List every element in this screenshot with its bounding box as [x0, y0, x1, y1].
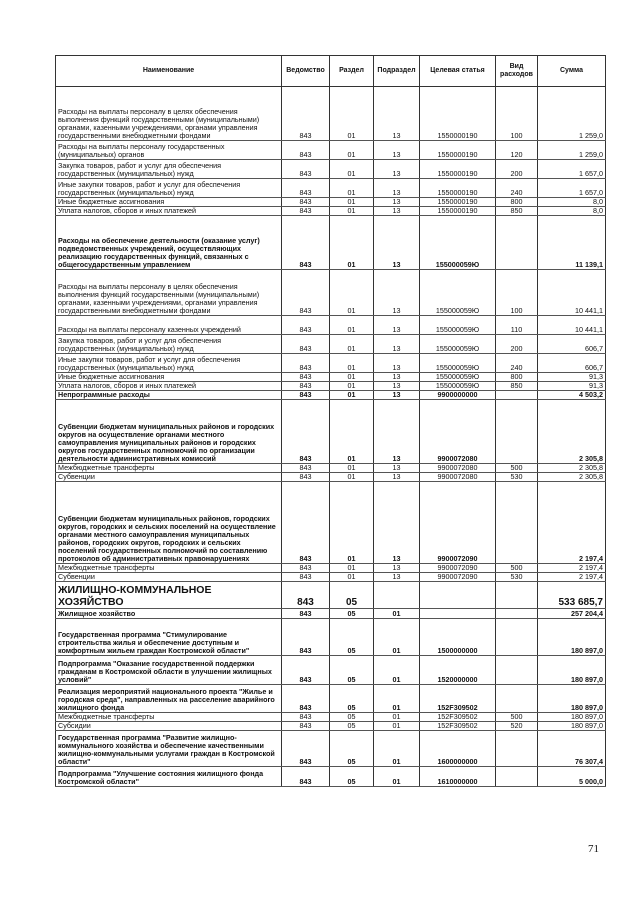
cell-expense-type: 100 — [496, 270, 538, 316]
cell-target-article: 155000059Ю — [420, 335, 496, 354]
cell-section: 01 — [330, 400, 374, 464]
cell-amount: 180 897,0 — [538, 713, 606, 722]
cell-section: 01 — [330, 179, 374, 198]
cell-department: 843 — [282, 179, 330, 198]
cell-amount: 606,7 — [538, 335, 606, 354]
cell-target-article: 1500000000 — [420, 619, 496, 656]
cell-department: 843 — [282, 685, 330, 713]
cell-name: Расходы на выплаты персоналу государственных (муниципальных) органов — [56, 141, 282, 160]
cell-target-article: 1550000190 — [420, 141, 496, 160]
cell-target-article: 1550000190 — [420, 198, 496, 207]
cell-department: 843 — [282, 609, 330, 619]
cell-section: 01 — [330, 270, 374, 316]
table-row — [56, 141, 606, 160]
cell-amount: 8,0 — [538, 198, 606, 207]
cell-target-article: 9900072080 — [420, 400, 496, 464]
cell-subsection: 13 — [374, 482, 420, 564]
cell-amount: 1 259,0 — [538, 141, 606, 160]
cell-subsection: 13 — [374, 198, 420, 207]
table-row — [56, 564, 606, 573]
cell-name: Иные бюджетные ассигнования — [56, 198, 282, 207]
cell-department: 843 — [282, 216, 330, 270]
cell-section: 01 — [330, 564, 374, 573]
cell-name: Иные закупки товаров, работ и услуг для обеспечения государственных (муниципальных) нужд — [56, 179, 282, 198]
cell-target-article — [420, 582, 496, 609]
table-row — [56, 198, 606, 207]
table-row — [56, 619, 606, 656]
cell-expense-type: 240 — [496, 354, 538, 373]
table-row — [56, 685, 606, 713]
cell-department: 843 — [282, 564, 330, 573]
cell-target-article: 9900072080 — [420, 473, 496, 482]
cell-subsection: 01 — [374, 731, 420, 767]
cell-department: 843 — [282, 335, 330, 354]
cell-subsection: 13 — [374, 179, 420, 198]
cell-expense-type — [496, 685, 538, 713]
table-row — [56, 160, 606, 179]
header-subsection: Подраздел — [374, 56, 420, 87]
cell-section: 01 — [330, 482, 374, 564]
header-expense-type: Вид расходов — [496, 56, 538, 87]
cell-expense-type: 110 — [496, 316, 538, 335]
cell-name: Субсидии — [56, 722, 282, 731]
cell-department: 843 — [282, 198, 330, 207]
cell-section: 01 — [330, 373, 374, 382]
cell-target-article: 155000059Ю — [420, 270, 496, 316]
header-target-article: Целевая статья — [420, 56, 496, 87]
table-row — [56, 767, 606, 787]
cell-section: 01 — [330, 573, 374, 582]
cell-subsection: 13 — [374, 464, 420, 473]
cell-target-article: 1520000000 — [420, 656, 496, 685]
cell-name: Уплата налогов, сборов и иных платежей — [56, 382, 282, 391]
cell-name: Государственная программа "Развитие жилищно-коммунального хозяйства и обеспечение качественными жилищно-коммунальными услугами граждан в Костромской области" — [56, 731, 282, 767]
cell-subsection: 01 — [374, 722, 420, 731]
cell-target-article — [420, 609, 496, 619]
cell-department: 843 — [282, 87, 330, 141]
cell-subsection — [374, 582, 420, 609]
cell-section: 05 — [330, 619, 374, 656]
table-row — [56, 482, 606, 564]
cell-expense-type: 530 — [496, 573, 538, 582]
cell-expense-type: 240 — [496, 179, 538, 198]
cell-expense-type: 500 — [496, 713, 538, 722]
cell-department: 843 — [282, 713, 330, 722]
cell-section: 05 — [330, 731, 374, 767]
table-body — [56, 87, 606, 787]
header-amount: Сумма — [538, 56, 606, 87]
cell-department: 843 — [282, 270, 330, 316]
cell-expense-type — [496, 582, 538, 609]
cell-section: 05 — [330, 656, 374, 685]
cell-subsection: 13 — [374, 270, 420, 316]
cell-subsection: 13 — [374, 316, 420, 335]
cell-section: 01 — [330, 316, 374, 335]
cell-subsection: 13 — [374, 141, 420, 160]
cell-target-article: 155000059Ю — [420, 216, 496, 270]
cell-subsection: 01 — [374, 656, 420, 685]
cell-section: 01 — [330, 473, 374, 482]
table-header-row — [56, 56, 606, 87]
table-row — [56, 609, 606, 619]
table-row — [56, 573, 606, 582]
budget-table — [55, 55, 606, 787]
cell-section: 01 — [330, 198, 374, 207]
cell-section: 01 — [330, 160, 374, 179]
cell-section: 01 — [330, 87, 374, 141]
cell-section: 05 — [330, 722, 374, 731]
cell-name: Жилищное хозяйство — [56, 609, 282, 619]
cell-expense-type — [496, 656, 538, 685]
cell-target-article: 155000059Ю — [420, 373, 496, 382]
table-row — [56, 473, 606, 482]
cell-name: Подпрограмма "Оказание государственной поддержки гражданам в Костромской области в улучшении жилищных условий" — [56, 656, 282, 685]
cell-department: 843 — [282, 582, 330, 609]
table-row — [56, 354, 606, 373]
cell-name: Расходы на обеспечение деятельности (оказание услуг) подведомственных учреждений, осуществляющих реализацию государственных функций, связанных с общегосударственным управлением — [56, 216, 282, 270]
cell-expense-type — [496, 767, 538, 787]
cell-section: 01 — [330, 141, 374, 160]
table-row — [56, 713, 606, 722]
table-row — [56, 179, 606, 198]
table-row — [56, 87, 606, 141]
cell-expense-type — [496, 619, 538, 656]
cell-department: 843 — [282, 482, 330, 564]
cell-expense-type: 500 — [496, 464, 538, 473]
cell-amount: 180 897,0 — [538, 619, 606, 656]
cell-name: Иные бюджетные ассигнования — [56, 373, 282, 382]
cell-amount: 10 441,1 — [538, 316, 606, 335]
cell-expense-type: 800 — [496, 198, 538, 207]
cell-subsection: 13 — [374, 87, 420, 141]
cell-department: 843 — [282, 619, 330, 656]
cell-name: Подпрограмма "Улучшение состояния жилищного фонда Костромской области" — [56, 767, 282, 787]
cell-department: 843 — [282, 464, 330, 473]
cell-subsection: 13 — [374, 373, 420, 382]
cell-name: Иные закупки товаров, работ и услуг для обеспечения государственных (муниципальных) нужд — [56, 354, 282, 373]
cell-amount: 2 197,4 — [538, 482, 606, 564]
cell-amount: 180 897,0 — [538, 685, 606, 713]
table-row — [56, 400, 606, 464]
cell-expense-type: 520 — [496, 722, 538, 731]
cell-amount: 2 197,4 — [538, 564, 606, 573]
cell-department: 843 — [282, 656, 330, 685]
cell-department: 843 — [282, 207, 330, 216]
budget-sheet — [55, 55, 605, 787]
cell-amount: 180 897,0 — [538, 656, 606, 685]
cell-target-article: 9900072090 — [420, 482, 496, 564]
table-row — [56, 335, 606, 354]
cell-expense-type — [496, 609, 538, 619]
cell-target-article: 1610000000 — [420, 767, 496, 787]
cell-target-article: 1550000190 — [420, 87, 496, 141]
cell-expense-type — [496, 216, 538, 270]
cell-section: 01 — [330, 382, 374, 391]
cell-name: Расходы на выплаты персоналу в целях обеспечения выполнения функций государственными (муниципальными) органами, казенными учреждениями, органами управления государственными внебюджетными фондами — [56, 87, 282, 141]
cell-subsection: 01 — [374, 609, 420, 619]
cell-department: 843 — [282, 316, 330, 335]
cell-expense-type: 850 — [496, 382, 538, 391]
table-row — [56, 216, 606, 270]
cell-section: 05 — [330, 582, 374, 609]
cell-name: Субвенции бюджетам муниципальных районов, городских округов, городских и сельских поселений на осуществление органами местного самоуправления муниципальных районов, городских округов, городских и сельских поселений государственных полномочий по составлению протоколов об административных правонарушениях — [56, 482, 282, 564]
cell-subsection: 13 — [374, 391, 420, 400]
cell-expense-type: 100 — [496, 87, 538, 141]
cell-subsection: 01 — [374, 713, 420, 722]
cell-amount: 76 307,4 — [538, 731, 606, 767]
cell-department: 843 — [282, 400, 330, 464]
cell-expense-type: 200 — [496, 160, 538, 179]
cell-subsection: 01 — [374, 619, 420, 656]
cell-name: Расходы на выплаты персоналу в целях обеспечения выполнения функций государственными (муниципальными) органами, казенными учреждениями, органами управления государственными внебюджетными фондами — [56, 270, 282, 316]
cell-department: 843 — [282, 722, 330, 731]
cell-target-article: 9900072090 — [420, 573, 496, 582]
cell-amount: 8,0 — [538, 207, 606, 216]
cell-department: 843 — [282, 391, 330, 400]
cell-name: Субвенции — [56, 573, 282, 582]
cell-name: ЖИЛИЩНО-КОММУНАЛЬНОЕ ХОЗЯЙСТВО — [56, 582, 282, 609]
cell-section: 05 — [330, 713, 374, 722]
cell-name: Закупка товаров, работ и услуг для обеспечения государственных (муниципальных) нужд — [56, 160, 282, 179]
cell-target-article: 152F309502 — [420, 713, 496, 722]
cell-subsection: 13 — [374, 573, 420, 582]
cell-department: 843 — [282, 373, 330, 382]
cell-department: 843 — [282, 382, 330, 391]
table-row — [56, 722, 606, 731]
table-row — [56, 731, 606, 767]
table-row — [56, 270, 606, 316]
cell-name: Государственная программа "Стимулирование строительства жилья и обеспечение доступным и комфортным жильем граждан Костромской области" — [56, 619, 282, 656]
table-row — [56, 464, 606, 473]
cell-target-article: 155000059Ю — [420, 382, 496, 391]
cell-target-article: 9900072080 — [420, 464, 496, 473]
cell-name: Закупка товаров, работ и услуг для обеспечения государственных (муниципальных) нужд — [56, 335, 282, 354]
cell-subsection: 01 — [374, 685, 420, 713]
cell-subsection: 13 — [374, 354, 420, 373]
cell-expense-type: 530 — [496, 473, 538, 482]
cell-subsection: 01 — [374, 767, 420, 787]
cell-amount: 11 139,1 — [538, 216, 606, 270]
cell-expense-type — [496, 400, 538, 464]
table-row — [56, 207, 606, 216]
cell-expense-type: 120 — [496, 141, 538, 160]
cell-amount: 91,3 — [538, 382, 606, 391]
cell-amount: 2 305,8 — [538, 473, 606, 482]
cell-amount: 606,7 — [538, 354, 606, 373]
cell-expense-type — [496, 731, 538, 767]
cell-target-article: 9900000000 — [420, 391, 496, 400]
cell-amount: 1 657,0 — [538, 160, 606, 179]
cell-target-article: 155000059Ю — [420, 354, 496, 373]
cell-target-article: 152F309502 — [420, 685, 496, 713]
cell-section: 01 — [330, 354, 374, 373]
cell-department: 843 — [282, 160, 330, 179]
cell-section: 05 — [330, 685, 374, 713]
header-name: Наименование — [56, 56, 282, 87]
cell-amount: 533 685,7 — [538, 582, 606, 609]
cell-expense-type: 850 — [496, 207, 538, 216]
cell-expense-type — [496, 482, 538, 564]
header-department: Ведомство — [282, 56, 330, 87]
cell-target-article: 1600000000 — [420, 731, 496, 767]
cell-target-article: 9900072090 — [420, 564, 496, 573]
table-row — [56, 316, 606, 335]
header-section: Раздел — [330, 56, 374, 87]
cell-section: 01 — [330, 391, 374, 400]
cell-amount: 4 503,2 — [538, 391, 606, 400]
cell-subsection: 13 — [374, 335, 420, 354]
cell-name: Межбюджетные трансферты — [56, 464, 282, 473]
cell-department: 843 — [282, 141, 330, 160]
cell-target-article: 155000059Ю — [420, 316, 496, 335]
cell-amount: 2 197,4 — [538, 573, 606, 582]
cell-name: Уплата налогов, сборов и иных платежей — [56, 207, 282, 216]
cell-name: Субвенции бюджетам муниципальных районов и городских округов на осуществление органами местного самоуправления муниципальных районов и городских округов государственных полномочий по организации деятельности административных комиссий — [56, 400, 282, 464]
cell-department: 843 — [282, 573, 330, 582]
cell-section: 01 — [330, 335, 374, 354]
table-row — [56, 391, 606, 400]
cell-section: 01 — [330, 216, 374, 270]
cell-target-article: 1550000190 — [420, 207, 496, 216]
cell-name: Межбюджетные трансферты — [56, 564, 282, 573]
cell-department: 843 — [282, 767, 330, 787]
cell-target-article: 152F309502 — [420, 722, 496, 731]
table-row — [56, 582, 606, 609]
cell-subsection: 13 — [374, 207, 420, 216]
cell-expense-type: 500 — [496, 564, 538, 573]
cell-subsection: 13 — [374, 473, 420, 482]
cell-amount: 2 305,8 — [538, 400, 606, 464]
cell-department: 843 — [282, 731, 330, 767]
cell-department: 843 — [282, 354, 330, 373]
cell-amount: 1 259,0 — [538, 87, 606, 141]
cell-section: 01 — [330, 207, 374, 216]
table-row — [56, 382, 606, 391]
table-row — [56, 656, 606, 685]
page-number: 71 — [588, 843, 599, 855]
cell-target-article: 1550000190 — [420, 160, 496, 179]
cell-department: 843 — [282, 473, 330, 482]
cell-section: 05 — [330, 767, 374, 787]
cell-amount: 5 000,0 — [538, 767, 606, 787]
cell-amount: 2 305,8 — [538, 464, 606, 473]
cell-name: Субвенции — [56, 473, 282, 482]
cell-name: Реализация мероприятий национального проекта "Жилье и городская среда", направленных на расселение аварийного жилищного фонда — [56, 685, 282, 713]
cell-name: Межбюджетные трансферты — [56, 713, 282, 722]
cell-amount: 10 441,1 — [538, 270, 606, 316]
cell-subsection: 13 — [374, 564, 420, 573]
cell-expense-type — [496, 391, 538, 400]
table-row — [56, 373, 606, 382]
cell-target-article: 1550000190 — [420, 179, 496, 198]
cell-name: Непрограммные расходы — [56, 391, 282, 400]
cell-amount: 91,3 — [538, 373, 606, 382]
cell-name: Расходы на выплаты персоналу казенных учреждений — [56, 316, 282, 335]
cell-subsection: 13 — [374, 400, 420, 464]
cell-expense-type: 200 — [496, 335, 538, 354]
cell-subsection: 13 — [374, 216, 420, 270]
cell-subsection: 13 — [374, 160, 420, 179]
cell-section: 01 — [330, 464, 374, 473]
cell-section: 05 — [330, 609, 374, 619]
cell-amount: 1 657,0 — [538, 179, 606, 198]
cell-subsection: 13 — [374, 382, 420, 391]
cell-amount: 180 897,0 — [538, 722, 606, 731]
cell-expense-type: 800 — [496, 373, 538, 382]
cell-amount: 257 204,4 — [538, 609, 606, 619]
